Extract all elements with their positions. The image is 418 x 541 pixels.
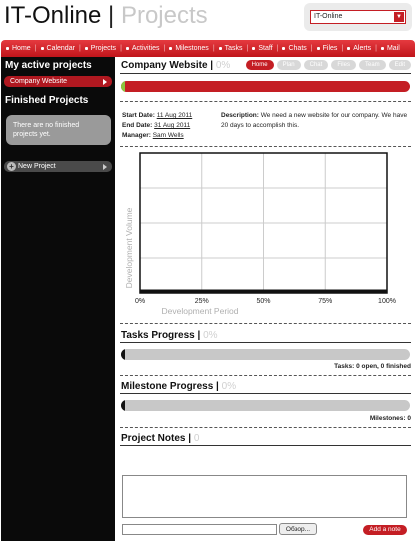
nav-list	[1, 40, 415, 57]
milestone-percent: 0%	[221, 381, 237, 392]
tasks-progress-title	[121, 330, 218, 341]
nav-item-home[interactable]	[6, 45, 41, 52]
nav-separator: |	[212, 45, 215, 52]
end-date-link[interactable]: 31 Aug 2011	[154, 122, 191, 129]
milestone-progress-bar	[121, 400, 410, 411]
bullet-icon	[381, 47, 384, 50]
chevron-down-icon[interactable]: ▼	[394, 12, 404, 22]
finished-empty-message: There are no finished projects yet.	[6, 115, 111, 145]
nav-item-mail[interactable]	[381, 45, 400, 52]
divider	[120, 101, 411, 102]
bullet-icon	[282, 47, 285, 50]
tab-plan[interactable]: Plan	[277, 60, 301, 70]
x-tick-label: 75%	[318, 298, 333, 305]
section-name: Projects	[120, 2, 208, 29]
nav-separator: |	[276, 45, 279, 52]
tasks-title: Tasks Progress	[121, 330, 195, 341]
org-name: IT-Online	[4, 2, 102, 29]
note-textarea[interactable]	[122, 475, 407, 518]
bullet-icon	[6, 47, 9, 50]
nav-item-activities[interactable]	[126, 45, 169, 52]
project-notes-title	[121, 433, 199, 444]
end-date-label: End Date:	[122, 122, 153, 129]
bullet-icon	[41, 47, 44, 50]
project-meta	[122, 111, 192, 141]
progress-bar-cap	[121, 400, 125, 411]
nav-item-label: Calendar	[46, 45, 75, 52]
bullet-icon	[169, 47, 172, 50]
development-chart	[117, 147, 414, 319]
nav-item-label: Alerts	[353, 45, 372, 52]
start-date-link[interactable]: 11 Aug 2011	[156, 112, 193, 119]
project-progress-bar	[121, 81, 410, 92]
x-axis-label: Development Period	[161, 306, 239, 316]
sidebar-item-label: Company Website	[10, 78, 68, 85]
section-divider	[120, 445, 411, 446]
nav-item-staff[interactable]	[252, 45, 282, 52]
main-nav	[1, 40, 415, 57]
section-divider	[120, 393, 411, 394]
nav-item-chats[interactable]	[282, 45, 316, 52]
arrow-right-icon	[103, 79, 107, 85]
nav-separator: |	[246, 45, 249, 52]
notes-count: 0	[193, 433, 200, 444]
nav-item-label: Projects	[90, 45, 117, 52]
tasks-percent: 0%	[203, 330, 218, 341]
nav-item-milestones[interactable]	[169, 45, 218, 52]
nav-item-label: Chats	[288, 45, 307, 52]
notes-sep: |	[188, 433, 192, 444]
bullet-icon	[126, 47, 129, 50]
bullet-icon	[219, 47, 222, 50]
notes-title: Project Notes	[121, 433, 186, 444]
description-text: We need a new website for our company. We have 20 days to accomplish this.	[221, 112, 408, 129]
nav-item-label: Milestones	[175, 45, 209, 52]
nav-item-files[interactable]	[317, 45, 348, 52]
arrow-right-icon	[103, 164, 107, 170]
finished-projects-heading: Finished Projects	[5, 95, 89, 106]
tab-chat[interactable]: Chat	[304, 60, 329, 70]
tab-files[interactable]: Files	[331, 60, 356, 70]
y-axis-label: Development Volume	[124, 207, 134, 289]
brand-title	[4, 2, 208, 30]
nav-item-label: Staff	[258, 45, 273, 52]
nav-item-projects[interactable]	[85, 45, 126, 52]
milestone-progress-title	[121, 381, 236, 392]
nav-item-alerts[interactable]	[347, 45, 381, 52]
tasks-status: Tasks: 0 open, 0 finished	[334, 363, 411, 370]
sidebar	[1, 57, 115, 541]
divider	[120, 323, 411, 324]
project-title: Company Website	[121, 60, 208, 71]
start-date-label: Start Date:	[122, 112, 155, 119]
page-title	[121, 60, 230, 71]
org-select-panel	[304, 3, 412, 31]
file-input[interactable]	[122, 524, 277, 535]
milestone-title: Milestone Progress	[121, 381, 214, 392]
tasks-progress-bar	[121, 349, 410, 360]
nav-item-label: Files	[322, 45, 338, 52]
milestone-sep: |	[216, 381, 219, 392]
nav-item-label: Mail	[386, 45, 400, 52]
bullet-icon	[347, 47, 350, 50]
nav-separator: |	[78, 45, 81, 52]
project-percent: 0%	[215, 60, 231, 71]
tab-home[interactable]: Home	[246, 60, 274, 70]
nav-item-label: Tasks	[224, 45, 243, 52]
x-tick-label: 25%	[194, 298, 209, 305]
sidebar-item-company-website[interactable]	[4, 76, 112, 87]
bullet-icon	[85, 47, 88, 50]
active-projects-heading: My active projects	[5, 60, 92, 71]
bullet-icon	[252, 47, 255, 50]
nav-separator: |	[341, 45, 344, 52]
title-separator: |	[210, 60, 214, 71]
nav-item-label: Activities	[131, 45, 160, 52]
progress-bar-cap	[121, 349, 125, 360]
app-header	[0, 0, 418, 38]
nav-item-calendar[interactable]	[41, 45, 85, 52]
divider	[120, 375, 411, 376]
project-progress-fill	[121, 81, 125, 92]
x-tick-label: 0%	[134, 298, 146, 305]
divider	[120, 427, 411, 428]
tab-edit[interactable]: Edit	[389, 60, 411, 70]
new-project-button[interactable]	[4, 161, 112, 172]
milestones-status: Milestones: 0	[369, 415, 411, 422]
description-label: Description:	[221, 112, 259, 119]
bullet-icon	[317, 47, 320, 50]
project-tabs	[246, 60, 411, 70]
x-tick-label: 100%	[378, 298, 396, 305]
x-tick-label: 50%	[256, 298, 271, 305]
tab-team[interactable]: Team	[359, 60, 386, 70]
manager-link[interactable]: Sam Wells	[152, 132, 184, 139]
browse-button[interactable]: Обзор...	[279, 523, 317, 535]
org-select[interactable]	[310, 10, 406, 24]
nav-item-tasks[interactable]	[219, 45, 253, 52]
project-description	[221, 111, 409, 131]
add-note-button[interactable]: Add a note	[363, 525, 407, 535]
nav-separator: |	[163, 45, 166, 52]
manager-label: Manager:	[122, 132, 151, 139]
tasks-sep: |	[197, 330, 201, 341]
nav-separator: |	[34, 45, 37, 52]
nav-separator: |	[120, 45, 122, 52]
project-main	[117, 57, 414, 541]
section-divider	[120, 342, 411, 343]
nav-separator: |	[375, 45, 377, 52]
org-select-value: IT-Online	[314, 13, 343, 20]
brand-separator: |	[108, 2, 115, 29]
new-project-label: New Project	[18, 163, 56, 170]
title-divider	[120, 73, 411, 74]
plus-icon: +	[7, 162, 16, 171]
nav-item-label: Home	[12, 45, 31, 52]
nav-separator: |	[310, 45, 313, 52]
